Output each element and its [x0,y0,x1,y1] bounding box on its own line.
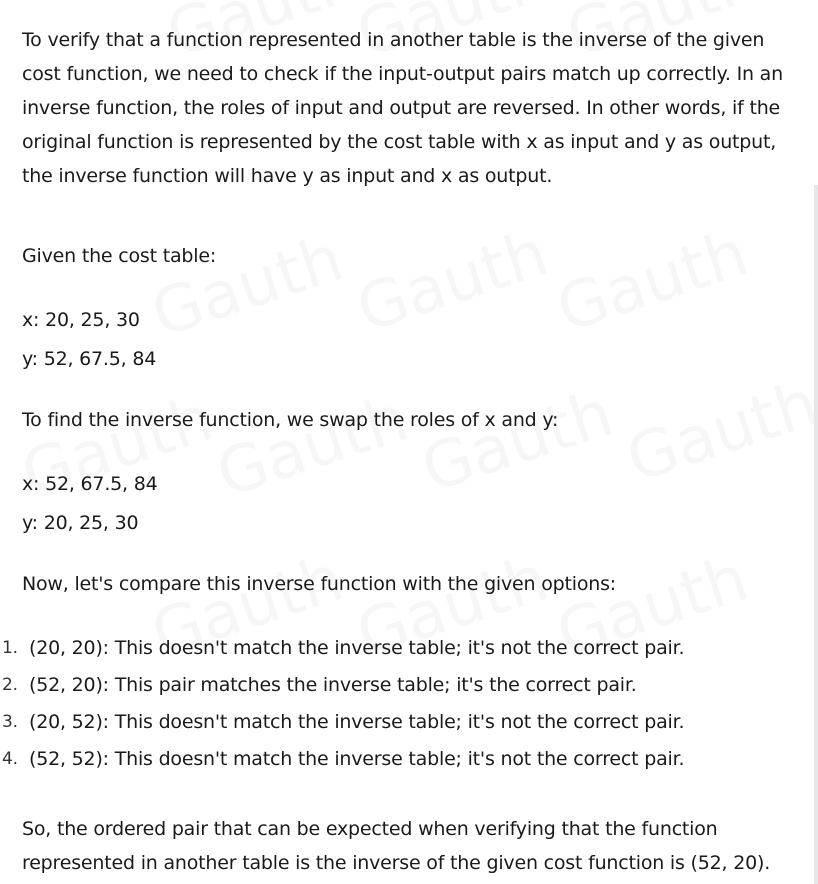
list-item [0,704,800,741]
list-item-number: 4. [2,749,18,769]
intro-paragraph: To verify that a function represented in another table is the inverse of the given cost function, we need to check if the input-output pairs match up correctly. In an inverse function, the roles of input and output are reversed. In other words, if the original function is represented by the cost table with x as input and y as output, the inverse function will have y as input and x as output. [22,29,783,187]
compare-instruction: Now, let's compare this inverse function with the given options: [22,573,617,595]
list-item [0,667,800,704]
list-item-text: (52, 52): This doesn't match the inverse table; it's not the correct pair. [29,748,685,770]
list-item [0,741,800,778]
options-list [0,630,800,778]
inverse-table-y-values: y: 20, 25, 30 [22,512,139,534]
cost-table-y-values: y: 52, 67.5, 84 [22,348,157,370]
conclusion-paragraph: So, the ordered pair that can be expected when verifying that the function represented in another table is the inverse of the given cost function is (52, 20). [22,818,771,874]
cost-table-x-values: x: 20, 25, 30 [22,309,140,331]
swap-instruction: To find the inverse function, we swap the roles of x and y: [22,409,559,431]
inverse-table-x-values: x: 52, 67.5, 84 [22,473,158,495]
list-item-number: 1. [2,638,18,658]
given-table-heading: Given the cost table: [22,245,217,267]
list-item-number: 3. [2,712,18,732]
list-item [0,630,800,667]
list-item-number: 2. [2,675,18,695]
list-item-text: (20, 52): This doesn't match the inverse table; it's not the correct pair. [29,711,685,733]
scrollbar-track[interactable] [814,185,818,884]
list-item-text: (20, 20): This doesn't match the inverse table; it's not the correct pair. [29,637,685,659]
list-item-text: (52, 20): This pair matches the inverse table; it's the correct pair. [29,674,637,696]
